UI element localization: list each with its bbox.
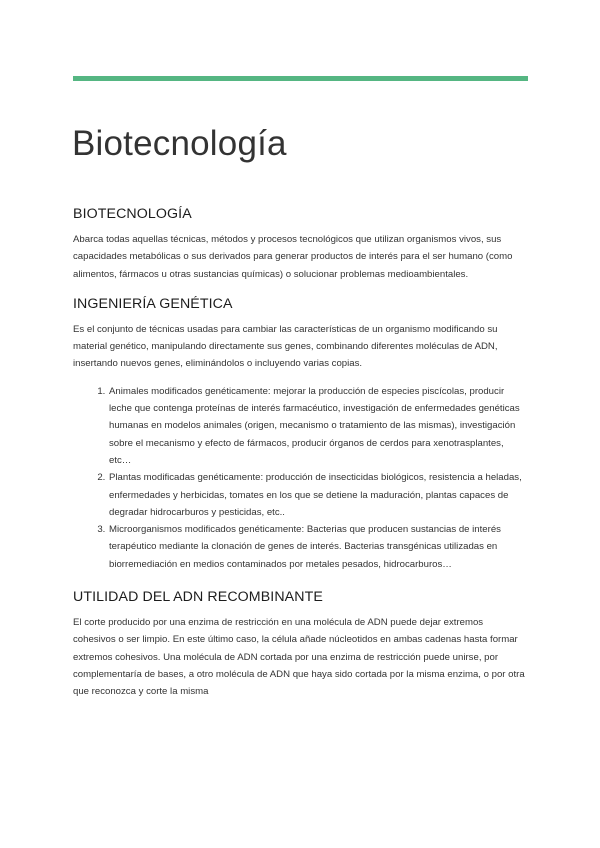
section-utilidad-adn [73,589,528,700]
section-paragraph: Es el conjunto de técnicas usadas para cambiar las características de un organismo modificando su material genético, manipulando directamente sus genes, combinando diferentes moléculas de ADN, insertando nuevos genes, eliminándolos o incluyendo varias copias. [73,323,498,370]
section-biotecnologia [73,206,528,283]
document-body [73,206,528,711]
section-heading: INGENIERÍA GENÉTICA [73,295,233,312]
list-item: 1. Animales modificados genéticamente: mejorar la producción de especies piscícolas, producir leche que contenga proteínas de interés farmacéutico, investigación de enfermedades genéticas humanas en modelos animales (origen, mecanismo o tratamiento de las mismas), investigación sobre el mecanismo y efecto de fármacos, producir órganos de cerdos para xenotrasplantes, etc… [108,383,528,469]
section-ingenieria-genetica [73,296,528,573]
list-item: 2. Plantas modificadas genéticamente: producción de insecticidas biológicos, resistencia a heladas, enfermedades y herbicidas, tomates en los que se detiene la maduración, plantas capaces de degradar hidrocarburos y pesticidas, etc.. [108,469,528,521]
numbered-list [73,383,528,573]
page-title: Biotecnología [72,124,287,163]
section-heading: UTILIDAD DEL ADN RECOMBINANTE [73,589,323,606]
section-paragraph: Abarca todas aquellas técnicas, métodos y procesos tecnológicos que utilizan organismos vivos, sus capacidades metabólicas o sus derivados para generar productos de interés para el ser humano (como alimentos, fármacos u otras sustancias químicas) o solucionar problemas medioambientales. [73,234,513,280]
section-paragraph: El corte producido por una enzima de restricción en una molécula de ADN puede dejar extremos cohesivos o ser limpio. En este último caso, la célula añade núcleotidos en ambas cadenas hasta formar extremos cohesivos. Una molécula de ADN cortada por una enzima de restricción puede unirse, por complementaría de bases, a otro molécula de ADN que haya sido cortada por la misma enzima, o por otra que reconozca y corte la misma [73,617,525,698]
section-heading: BIOTECNOLOGÍA [73,206,192,222]
list-item: 3. Microorganismos modificados genéticamente: Bacterias que producen sustancias de interés terapéutico mediante la clonación de genes de interés. Bacterias transgénicas utilizadas en biorremediación en medios contaminados por metales pesados, hidrocarburos… [108,521,528,573]
accent-divider [73,76,528,81]
